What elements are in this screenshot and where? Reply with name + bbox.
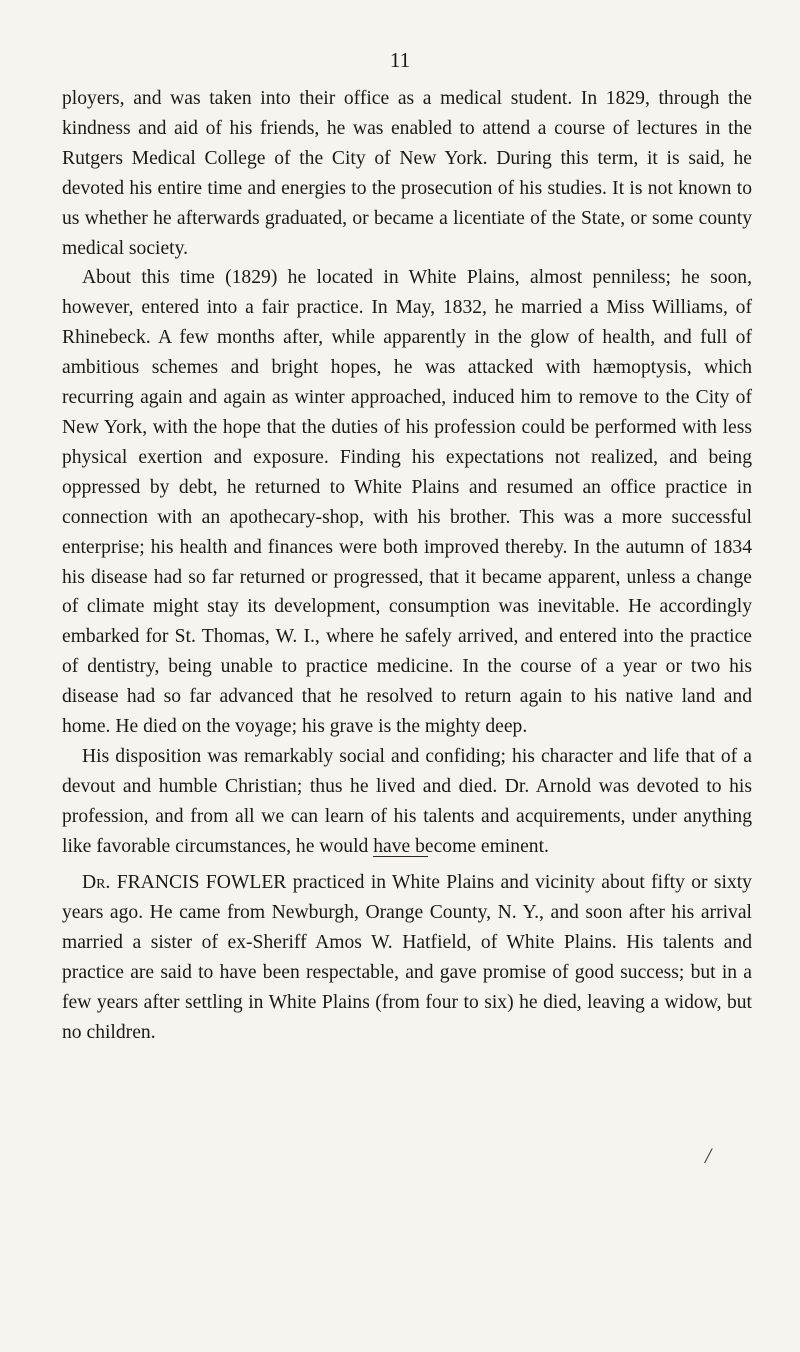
paragraph-1: ployers, and was taken into their office as a medical student. In 1829, through the kindness and aid of his friends, he was enabled to attend a course of lectures in the Rutgers Medical College of the City of New York. During this term, it is said, he devoted his entire time and energies to the prosecution of his studies. It is not known to us whether he afterwards graduated, or became a licentiate of the State, or some county medical society.: [62, 88, 752, 259]
paragraph-fowler: [62, 868, 752, 1047]
fowler-section: [62, 868, 752, 1047]
fowler-name-lead: Dr. FRANCIS FOWLER: [82, 872, 287, 893]
paragraph-3: His disposition was remarkably social and confiding; his character and life that of a devout and humble Christian; thus he lived and died. Dr. Arnold was devoted to his profession, and from all we can learn of his talents and acquirements, under anything like favorable circumstances, he would have become eminent.: [62, 745, 752, 857]
article-text: [62, 84, 752, 862]
stray-ink-mark: /: [705, 1143, 712, 1168]
fowler-text: practiced in White Plains and vicinity about fifty or sixty years ago. He came from Newburgh, Orange County, N. Y., and soon after his arrival married a sister of ex-Sheriff Amos W. Hatfield, of White Plains. His talents and practice are said to have been respectable, and gave promise of good success; but in a few years after settling in White Plains (from four to six) he died, leaving a widow, but no children.: [62, 872, 752, 1043]
paragraph-2: About this time (1829) he located in White Plains, almost penniless; he soon, however, entered into a fair practice. In May, 1832, he married a Miss Williams, of Rhinebeck. A few months after, while apparently in the glow of health, and full of ambitious schemes and bright hopes, he was attacked with hæmoptysis, which recurring again and again as winter approached, induced him to remove to the City of New York, with the hope that the duties of his profession could be performed with less physical exertion and exposure. Finding his expectations not realized, and being oppressed by debt, he returned to White Plains and resumed an office practice in connection with an apothecary-shop, with his brother. This was a more successful enterprise; his health and finances were both improved thereby. In the autumn of 1834 his disease had so far returned or progressed, that it became apparent, unless a change of climate might stay its development, consumption was inevitable. He accordingly embarked for St. Thomas, W. I., where he safely arrived, and entered into the practice of dentistry, being unable to practice medicine. In the course of a year or two his disease had so far advanced that he resolved to return again to his native land and home. He died on the voyage; his grave is the mighty deep.: [62, 267, 752, 738]
page-number: 11: [389, 48, 411, 72]
section-divider: [373, 856, 428, 857]
